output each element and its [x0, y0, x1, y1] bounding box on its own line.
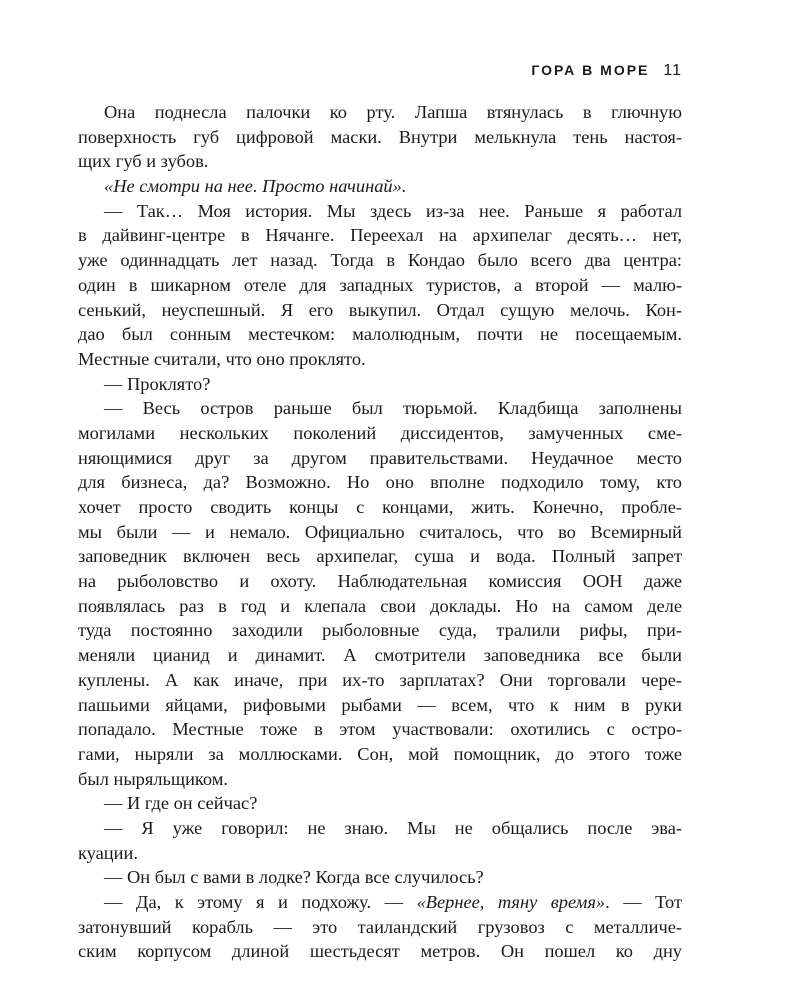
text-line: был ныряльщиком. [78, 768, 228, 789]
text-line: могилами нескольких поколений диссидентов, замученных сме- [78, 422, 682, 443]
text-segment: — Да, к этому я и подхожу. — [104, 892, 417, 912]
italic-thought: «Вернее, тяну время» [416, 892, 606, 912]
text-line: попадало. Местные тоже в этом участвовали: охотились с остро- [78, 719, 682, 740]
text-line: Местные считали, что оно проклято. [78, 348, 366, 369]
text-line: на рыболовство и охоту. Наблюдательная комиссия ООН даже [78, 571, 682, 592]
text-line: сенький, неуспешный. Я его выкупил. Отдал сущую мелочь. Кон- [78, 299, 682, 320]
text-line: — Проклято? [104, 373, 211, 394]
text-line: — И где он сейчас? [104, 793, 258, 814]
text-line: появлялась раз в год и клепала свои доклады. Но на самом деле [78, 595, 682, 616]
text-line: «Не смотри на нее. Просто начинай». [104, 176, 407, 197]
text-line: ским корпусом длиной шестьдесят метров. Он пошел ко дну [78, 941, 682, 962]
text-line: хочет просто сводить концы с концами, жить. Конечно, пробле- [78, 497, 682, 517]
text-line: мы были — и немало. Официально считалось, что во Всемирный [78, 521, 682, 542]
text-segment: . — Тот [605, 892, 682, 912]
running-head [531, 62, 682, 80]
text-line: в дайвинг-центре в Нячанге. Переехал на архипелаг десять… нет, [78, 225, 682, 246]
text-line: куплены. А как иначе, при их-то зарплатах? Они торговали чере- [78, 669, 682, 690]
text-line: для бизнеса, да? Возможно. Но оно вполне подходило тому, кто [78, 472, 682, 493]
text-line: туда постоянно заходили рыболовные суда, тралили рифы, при- [78, 620, 682, 641]
text-line-mixed [78, 890, 682, 915]
text-line: — Весь остров раньше был тюрьмой. Кладбища заполнены [104, 398, 682, 419]
text-line: — Я уже говорил: не знаю. Мы не общались после эва- [104, 817, 682, 838]
text-line: Она поднесла палочки ко рту. Лапша втянулась в глючную [104, 102, 682, 122]
text-line: щих губ и зубов. [78, 151, 209, 172]
text-line: уже одиннадцать лет назад. Тогда в Кондао было всего два центра: [78, 250, 682, 271]
text-line: няющимися друг за другом правительствами. Неудачное место [78, 447, 682, 468]
text-line: пашьими яйцами, рифовыми рыбами — всем, что к ним в руки [78, 694, 682, 715]
body-text [78, 100, 682, 964]
text-line: куации. [78, 842, 138, 863]
running-head-title: ГОРА В МОРЕ [531, 62, 650, 78]
text-line: — Он был с вами в лодке? Когда все случилось? [104, 867, 484, 888]
text-line: один в шикарном отеле для западных туристов, а второй — малю- [78, 274, 682, 295]
text-line: заповедник включен весь архипелаг, суша и вода. Полный запрет [78, 546, 682, 567]
text-line: дао был сонным местечком: малолюдным, почти не посещаемым. [78, 324, 682, 345]
text-line: — Так… Моя история. Мы здесь из-за нее. Раньше я работал [104, 200, 682, 221]
text-line: меняли цианид и динамит. А смотрители заповедника все были [78, 645, 682, 666]
page-number: 11 [663, 62, 682, 79]
text-line: поверхность губ цифровой маски. Внутри мелькнула тень настоя- [78, 126, 682, 147]
text-line: гами, ныряли за моллюсками. Сон, мой помощник, до этого тоже [78, 743, 682, 764]
text-line: затонувший корабль — это таиландский грузовоз с металличе- [78, 916, 682, 937]
